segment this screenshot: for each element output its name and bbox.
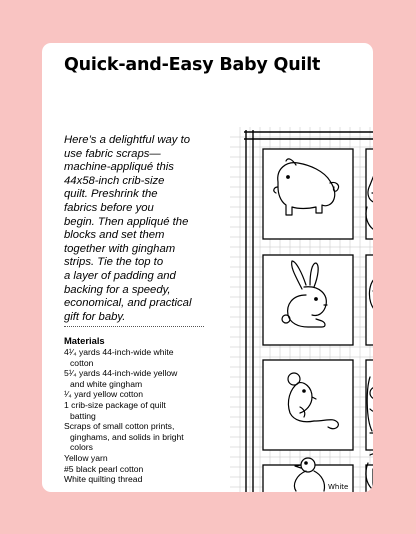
material-line: ¹⁄₄ yard yellow cotton xyxy=(64,389,143,400)
material-line: Scraps of small cotton prints, xyxy=(64,421,175,432)
intro-line: fabrics before you xyxy=(64,201,154,214)
intro-line: Here’s a delightful way to xyxy=(64,134,191,146)
intro-line: strips. Tie the top to xyxy=(64,256,164,269)
intro-line: economical, and practical xyxy=(64,297,192,310)
material-line: cotton xyxy=(70,357,94,368)
section-divider xyxy=(64,326,204,327)
intro-line: begin. Then appliqué the xyxy=(64,215,189,228)
material-line: ginghams, and solids in bright xyxy=(70,431,184,442)
intro-line: use fabric scraps— xyxy=(64,147,161,160)
material-line: #5 black pearl cotton xyxy=(64,463,144,474)
intro-line: machine-appliqué this xyxy=(64,161,174,174)
intro-text xyxy=(64,134,230,324)
material-line: White quilting thread xyxy=(64,474,143,485)
material-line: Yellow yarn xyxy=(64,452,108,463)
material-line: 4¹⁄₄ yards 44-inch-wide white xyxy=(64,347,174,357)
materials-heading: Materials xyxy=(64,335,105,346)
quilt-pattern-diagram xyxy=(230,127,373,492)
quilt-block xyxy=(263,255,353,345)
intro-line: together with gingham xyxy=(64,242,176,255)
material-line: 1 crib-size package of quilt xyxy=(64,399,166,410)
intro-line: blocks and set them xyxy=(64,229,165,242)
material-line: 5¹⁄₄ yards 44-inch-wide yellow xyxy=(64,368,178,379)
quilt-blocks xyxy=(263,149,373,492)
page-title: Quick-and-Easy Baby Quilt xyxy=(64,55,321,75)
materials-list xyxy=(64,334,234,485)
material-line: batting xyxy=(70,410,96,421)
intro-line: 44x58-inch crib-size xyxy=(64,174,165,187)
intro-line: a layer of padding and xyxy=(64,269,176,282)
pattern-page xyxy=(42,43,373,492)
quilt-block xyxy=(263,149,353,239)
material-line: colors xyxy=(70,442,93,453)
intro-line: gift for baby. xyxy=(64,310,126,323)
intro-line: backing for a speedy, xyxy=(64,283,171,296)
fabric-label: White xyxy=(328,483,349,491)
material-line: and white gingham xyxy=(70,378,143,389)
quilt-block xyxy=(263,360,353,450)
intro-line: quilt. Preshrink the xyxy=(64,188,158,201)
